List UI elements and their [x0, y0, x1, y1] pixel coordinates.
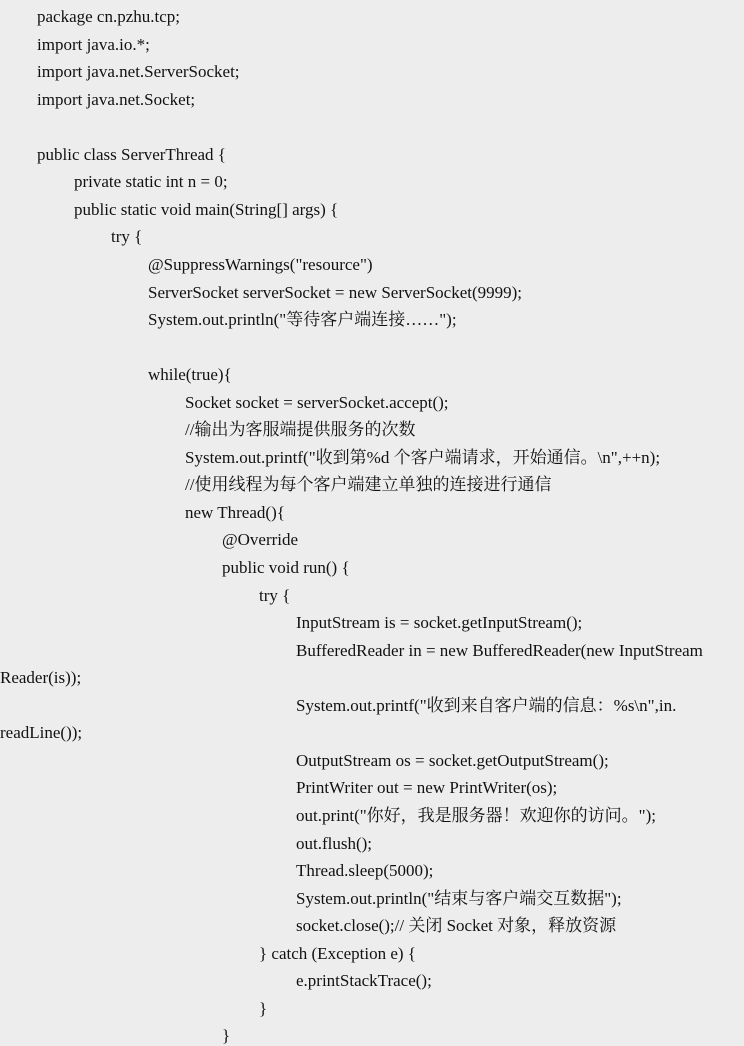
code-line: System.out.println("结束与客户端交互数据"); — [296, 888, 622, 908]
code-line: import java.net.Socket; — [37, 89, 196, 109]
code-line: public void run() { — [222, 558, 350, 577]
code-line: new Thread(){ — [185, 502, 285, 522]
code-line: BufferedReader in = new BufferedReader(new InputStream — [296, 640, 703, 660]
code-line: import java.net.ServerSocket; — [37, 62, 240, 82]
code-line: Reader(is)); — [0, 668, 82, 688]
code-line: ServerSocket serverSocket = new ServerSocket(9999); — [148, 282, 523, 302]
code-line: } catch (Exception e) { — [259, 943, 416, 963]
code-line: private static int n = 0; — [74, 172, 228, 192]
code-line: System.out.println("等待客户端连接……"); — [148, 310, 457, 330]
code-line: InputStream is = socket.getInputStream(); — [296, 613, 583, 633]
code-line: e.printStackTrace(); — [296, 971, 432, 991]
code-line: try { — [111, 227, 143, 247]
code-line: //使用线程为每个客户端建立单独的连接进行通信 — [185, 475, 552, 495]
code-line: out.flush(); — [296, 833, 373, 853]
code-line: OutputStream os = socket.getOutputStream(); — [296, 750, 609, 770]
code-line: System.out.printf("收到第%d 个客户端请求，开始通信。\n",++n); — [185, 447, 661, 467]
code-line: readLine()); — [0, 723, 83, 743]
code-line: public class ServerThread { — [37, 144, 226, 164]
code-line: //输出为客服端提供服务的次数 — [185, 420, 416, 440]
code-line: @SuppressWarnings("resource") — [148, 254, 373, 274]
code-line: public static void main(String[] args) { — [74, 199, 339, 219]
code-line: out.print("你好，我是服务器！欢迎你的访问。"); — [296, 805, 657, 825]
code-line: package cn.pzhu.tcp; — [37, 7, 181, 26]
code-line: import java.io.*; — [37, 34, 150, 54]
code-line: Thread.sleep(5000); — [296, 861, 434, 881]
code-line: } — [259, 998, 268, 1018]
code-line: PrintWriter out = new PrintWriter(os); — [296, 778, 558, 798]
code-line: @Override — [222, 530, 299, 550]
code-line: Socket socket = serverSocket.accept(); — [185, 392, 449, 412]
code-line: socket.close();// 关闭 Socket 对象，释放资源 — [296, 916, 617, 936]
code-line: try { — [259, 585, 291, 605]
code-line: while(true){ — [148, 365, 232, 385]
code-line: } — [222, 1026, 231, 1046]
code-line: System.out.printf("收到来自客户端的信息：%s\n",in. — [296, 695, 677, 715]
